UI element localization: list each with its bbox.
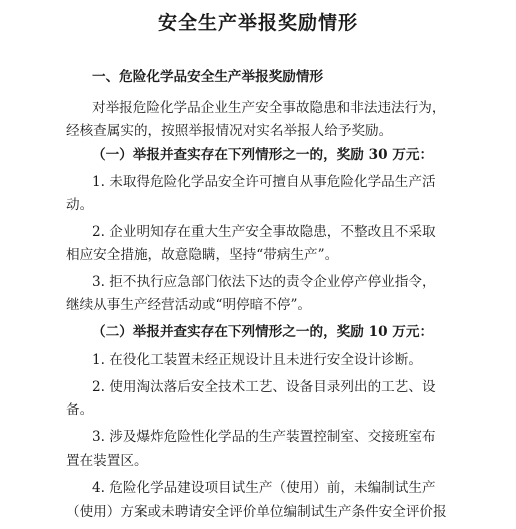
subsection-heading-10w: （二）举报并查实存在下列情形之一的，奖励 10 万元： bbox=[92, 324, 434, 340]
list-item-3-line-1: 3. 拒不执行应急部门依法下达的责令企业停产停业指令， bbox=[92, 274, 436, 290]
list-item-1-line-1: 1. 未取得危险化学品安全许可擅自从事危险化学品生产活 bbox=[92, 174, 436, 190]
list-item-2-line-2: 相应安全措施，故意隐瞒，坚持“带病生产”。 bbox=[66, 247, 339, 263]
list-item-b4-line-2: （使用）方案或未聘请安全评价单位编制试生产条件安全评价报 bbox=[66, 504, 447, 520]
intro-line-2: 经核查属实的，按照举报情况对实名举报人给予奖励。 bbox=[66, 123, 393, 139]
list-item-b2-line-1: 2. 使用淘汰落后安全技术工艺、设备目录列出的工艺、设 bbox=[92, 379, 436, 395]
list-item-3-line-2: 继续从事生产经营活动或“明停暗不停”。 bbox=[66, 297, 311, 313]
list-item-b1-line-1: 1. 在役化工装置未经正规设计且未进行安全设计诊断。 bbox=[92, 352, 422, 368]
list-item-1-line-2: 动。 bbox=[66, 197, 94, 213]
list-item-b2-line-2: 备。 bbox=[66, 402, 94, 418]
list-item-b3-line-1: 3. 涉及爆炸危险性化学品的生产装置控制室、交接班室布 bbox=[92, 429, 436, 445]
list-item-b4-line-1: 4. 危险化学品建设项目试生产（使用）前，未编制试生产 bbox=[92, 480, 436, 496]
list-item-b3-line-2: 置在装置区。 bbox=[66, 453, 148, 469]
section-heading: 一、危险化学品安全生产举报奖励情形 bbox=[92, 69, 324, 85]
list-item-2-line-1: 2. 企业明知存在重大生产安全事故隐患，不整改且不采取 bbox=[92, 224, 436, 240]
intro-line-1: 对举报危险化学品企业生产安全事故隐患和非法违法行为， bbox=[92, 100, 446, 116]
subsection-heading-30w: （一）举报并查实存在下列情形之一的，奖励 30 万元： bbox=[92, 147, 434, 163]
document-title: 安全生产举报奖励情形 bbox=[157, 12, 358, 34]
